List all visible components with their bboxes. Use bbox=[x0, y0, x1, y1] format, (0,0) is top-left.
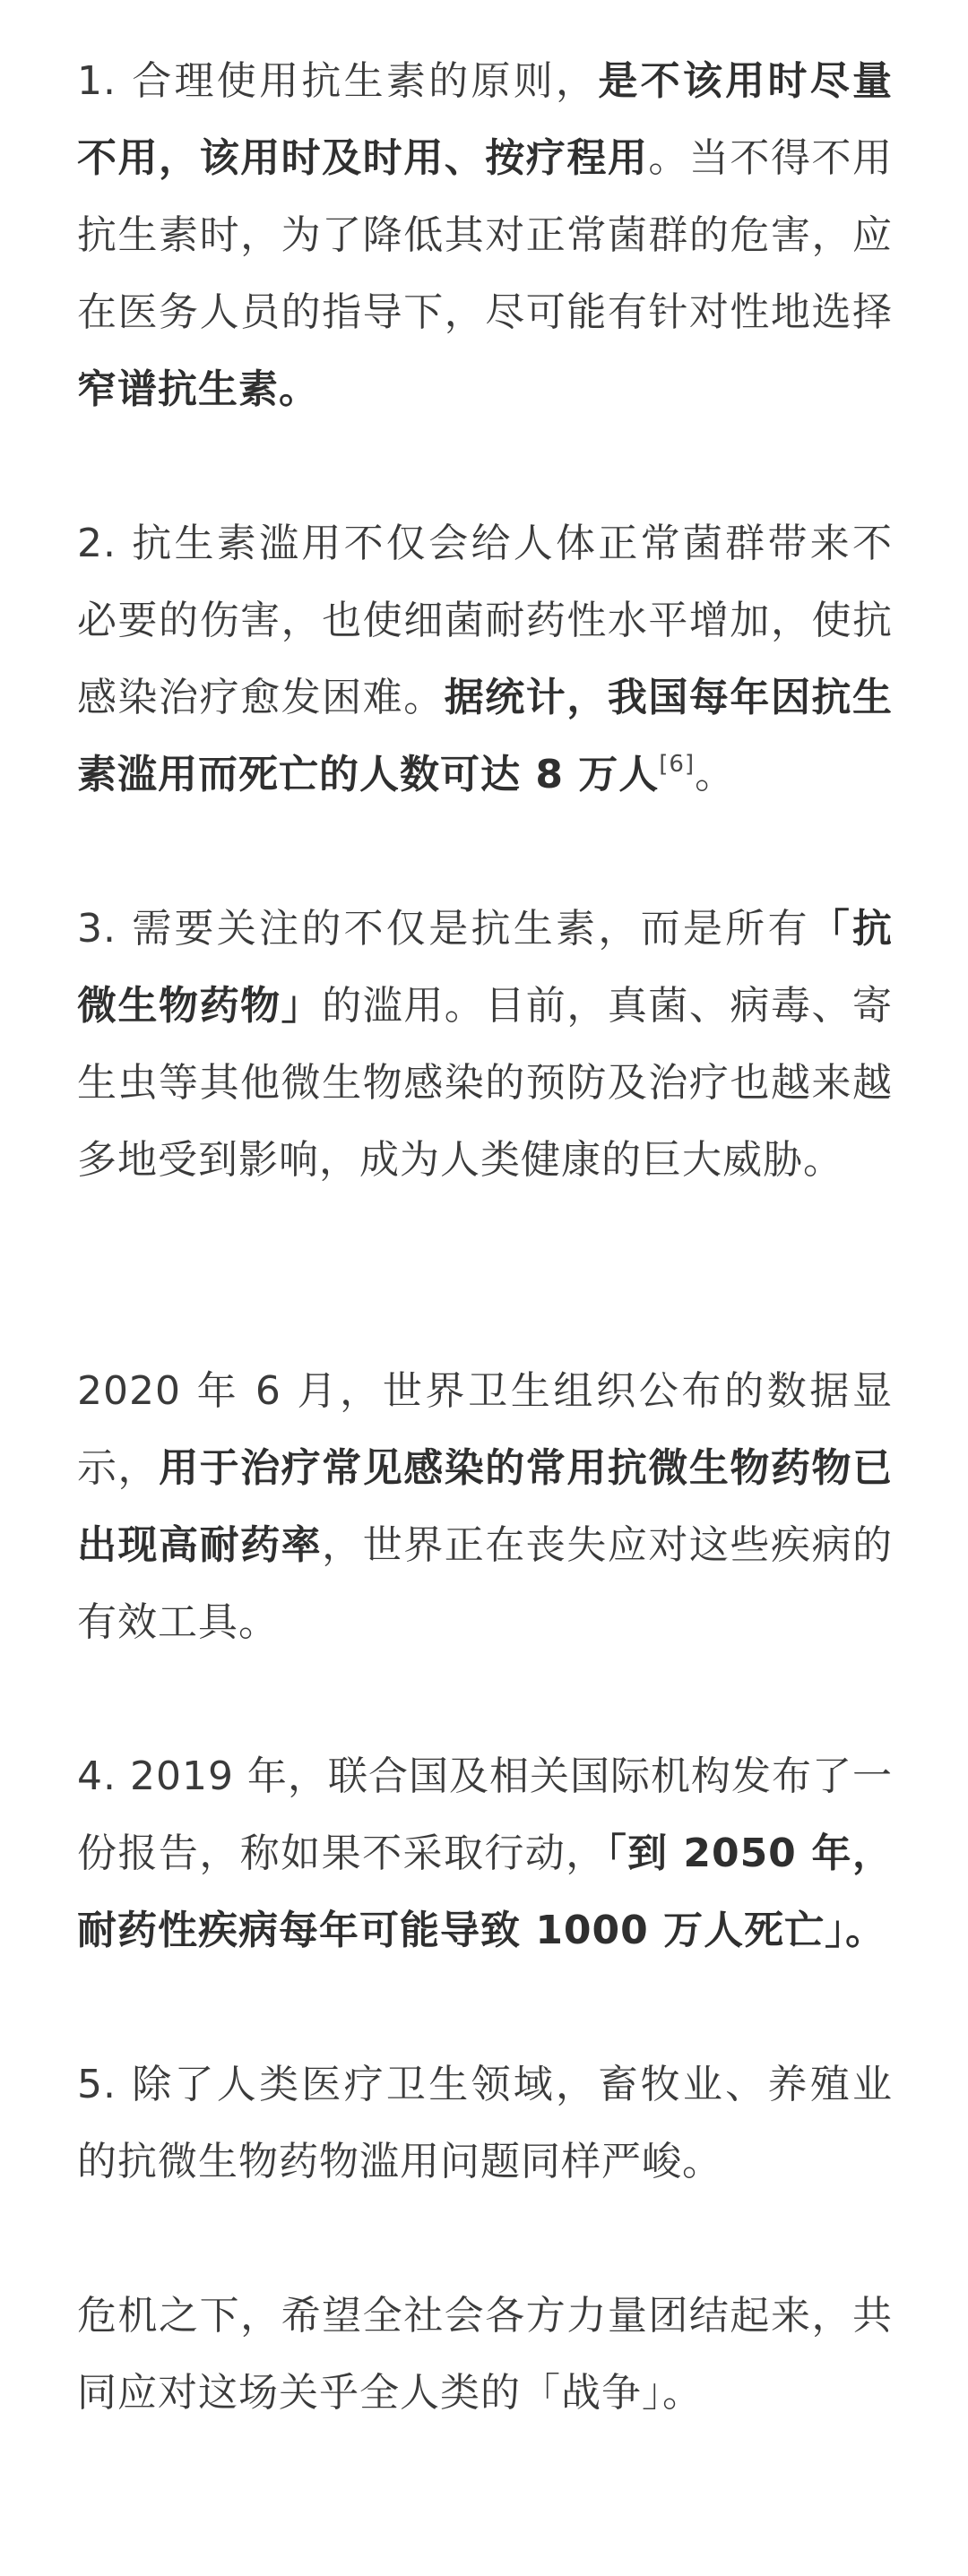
paragraph-text: ，世界正在丧失应对这些疾病的有效工具。 bbox=[77, 1522, 894, 1645]
paragraph-livestock bbox=[77, 2046, 893, 2201]
paragraph-text: 的滥用。目前，真菌、病毒、寄生虫等其他微生物感染的预防及治疗也越来越多地受到影响，成为人类健康的巨大威胁。 bbox=[77, 983, 894, 1183]
paragraph-text: 。当不得不用抗生素时，为了降低其对正常菌群的危害，应在医务人员的指导下，尽可能有针对性地选择 bbox=[77, 135, 894, 335]
paragraph-text: 2020 年 6 月，世界卫生组织公布的数据显示， bbox=[77, 1368, 893, 1491]
paragraph-text: 。 bbox=[695, 752, 736, 797]
emphasis-text: 窄谱抗生素。 bbox=[77, 366, 319, 412]
paragraph-text: 4. 2019 年，联合国及相关国际机构发布了一份报告，称如果不采取行动， bbox=[77, 1753, 893, 1876]
paragraph-conclusion bbox=[77, 2278, 893, 2432]
paragraph-text: 2. 抗生素滥用不仅会给人体正常菌群带来不必要的伤害，也使细菌耐药性水平增加，使抗感染治疗愈发困难。 bbox=[77, 521, 893, 720]
reference-marker[interactable]: [6] bbox=[659, 751, 696, 778]
emphasis-text: 「到 2050 年，耐药性疾病每年可能导致 1000 万人死亡」。 bbox=[77, 1831, 893, 1953]
emphasis-text: 用于治疗常见感染的常用抗微生物药物已出现高耐药率 bbox=[77, 1445, 894, 1568]
paragraph-who-data bbox=[77, 1353, 893, 1661]
paragraph-text: 1. 合理使用抗生素的原则， bbox=[77, 58, 599, 104]
paragraph-un-report bbox=[77, 1738, 893, 1969]
article-body bbox=[77, 43, 893, 2432]
paragraph-text: 3. 需要关注的不仅是抗生素，而是所有 bbox=[77, 906, 810, 952]
emphasis-text: 据统计，我国每年因抗生素滥用而死亡的人数可达 8 万人 bbox=[77, 675, 894, 797]
emphasis-text: 是不该用时尽量不用，该用时及时用、按疗程用 bbox=[77, 58, 894, 181]
paragraph-antimicrobial bbox=[77, 891, 893, 1199]
paragraph-text: 危机之下，希望全社会各方力量团结起来，共同应对这场关乎全人类的「战争」。 bbox=[77, 2293, 893, 2416]
emphasis-text: 「抗微生物药物」 bbox=[77, 906, 893, 1029]
paragraph-text: 5. 除了人类医疗卫生领域，畜牧业、养殖业的抗微生物药物滥用问题同样严峻。 bbox=[77, 2062, 893, 2184]
paragraph-principle bbox=[77, 43, 893, 428]
paragraph-abuse bbox=[77, 505, 893, 814]
